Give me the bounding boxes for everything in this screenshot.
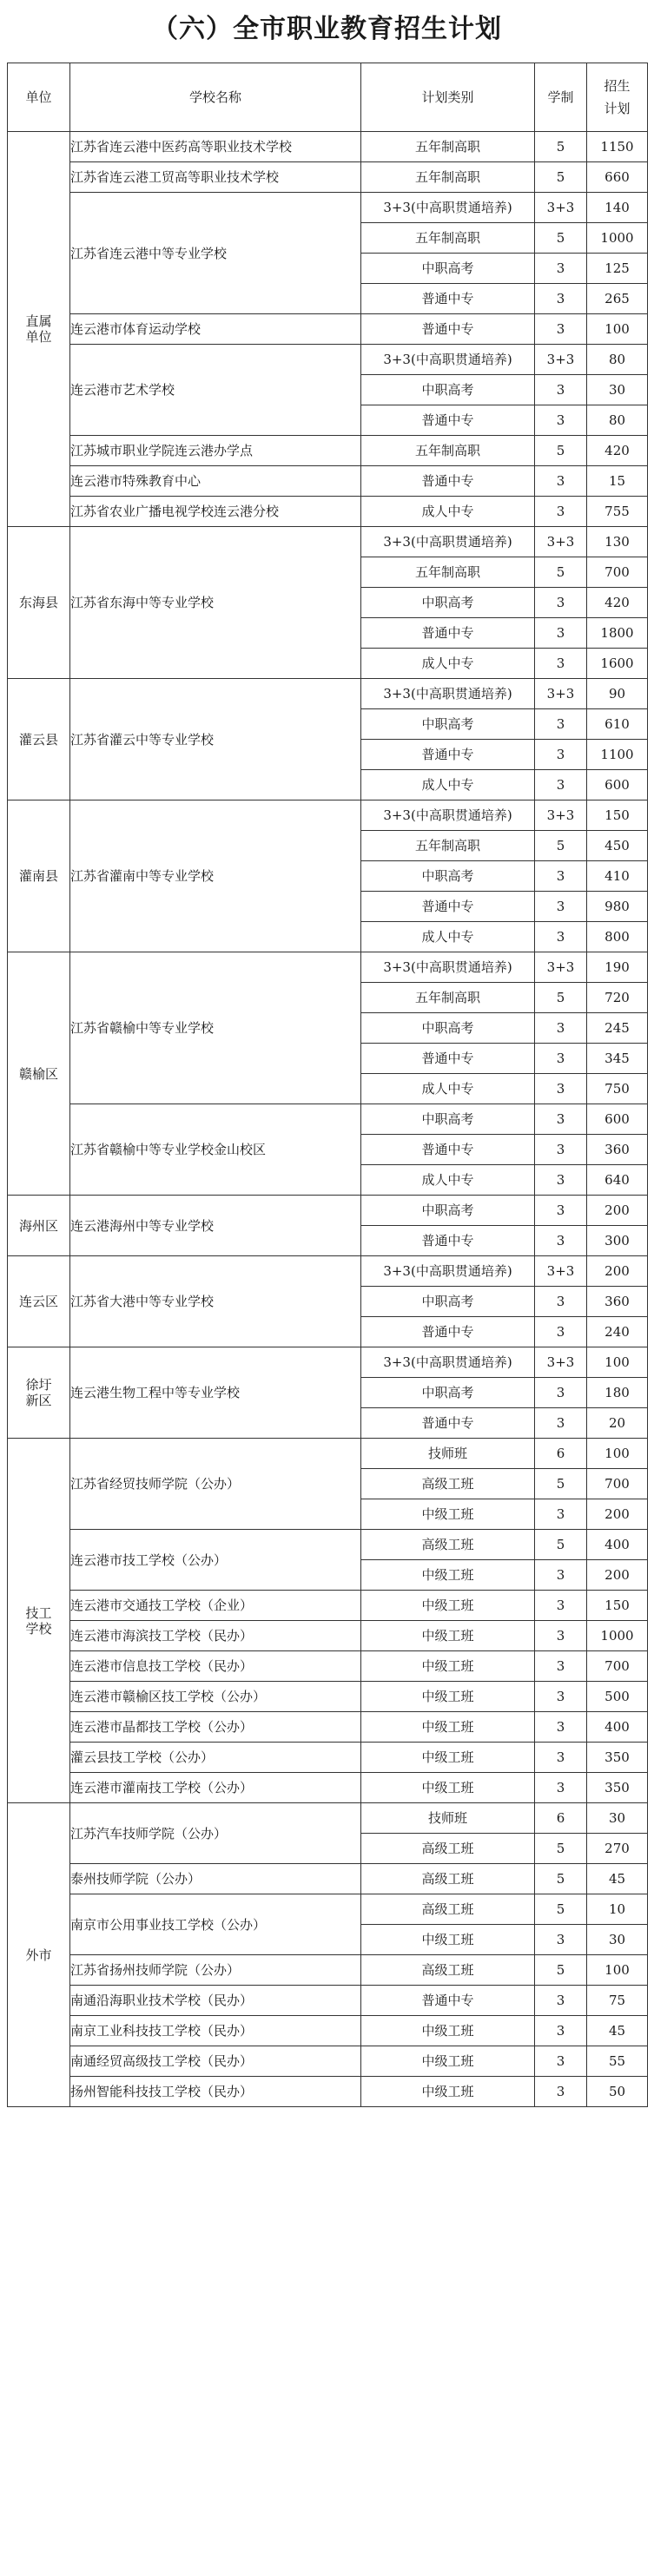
school-name: 连云港市赣榆区技工学校（公办）: [70, 1682, 361, 1712]
plan-count: 55: [587, 2046, 648, 2077]
school-name: 连云港海州中等专业学校: [70, 1196, 361, 1256]
plan-duration: 5: [535, 162, 587, 193]
plan-count: 400: [587, 1530, 648, 1560]
plan-count: 180: [587, 1378, 648, 1408]
plan-count: 100: [587, 314, 648, 345]
plan-count: 700: [587, 1469, 648, 1499]
table-row: [8, 162, 648, 193]
plan-category: 中级工班: [361, 2016, 535, 2046]
plan-category: 3+3(中高职贯通培养): [361, 527, 535, 557]
plan-count: 200: [587, 1560, 648, 1591]
plan-count: 720: [587, 983, 648, 1013]
school-name: 连云港市灌南技工学校（公办）: [70, 1773, 361, 1803]
enrollment-table: [7, 63, 648, 2107]
plan-count: 30: [587, 375, 648, 405]
table-row: [8, 1986, 648, 2016]
table-row: [8, 952, 648, 983]
table-row: [8, 1196, 648, 1226]
table-row: [8, 1864, 648, 1894]
plan-duration: 3: [535, 740, 587, 770]
plan-count: 1800: [587, 618, 648, 649]
plan-category: 普通中专: [361, 740, 535, 770]
table-row: [8, 679, 648, 709]
plan-category: 高级工班: [361, 1864, 535, 1894]
plan-category: 中职高考: [361, 1287, 535, 1317]
unit-cell: [8, 132, 70, 527]
table-row: [8, 436, 648, 466]
plan-category: 中职高考: [361, 1104, 535, 1135]
plan-duration: 3: [535, 861, 587, 892]
plan-category: 普通中专: [361, 1044, 535, 1074]
header-unit: 单位: [8, 63, 70, 132]
plan-category: 成人中专: [361, 649, 535, 679]
plan-duration: 3: [535, 1560, 587, 1591]
plan-count: 50: [587, 2077, 648, 2107]
plan-count: 660: [587, 162, 648, 193]
school-name: 连云港市晶都技工学校（公办）: [70, 1712, 361, 1743]
header-count-line2: 计划: [604, 101, 631, 116]
plan-count: 90: [587, 679, 648, 709]
school-name: 江苏省农业广播电视学校连云港分校: [70, 497, 361, 527]
plan-category: 高级工班: [361, 1530, 535, 1560]
unit-name: 灌南县: [18, 868, 58, 884]
plan-count: 130: [587, 527, 648, 557]
school-name: 连云港市技工学校（公办）: [70, 1530, 361, 1591]
plan-duration: 6: [535, 1803, 587, 1834]
plan-count: 755: [587, 497, 648, 527]
plan-count: 700: [587, 1651, 648, 1682]
plan-duration: 5: [535, 1894, 587, 1925]
plan-duration: 5: [535, 1469, 587, 1499]
plan-count: 450: [587, 831, 648, 861]
plan-category: 普通中专: [361, 892, 535, 922]
plan-count: 100: [587, 1955, 648, 1986]
plan-duration: 3: [535, 892, 587, 922]
table-row: [8, 497, 648, 527]
plan-category: 成人中专: [361, 1074, 535, 1104]
plan-category: 中职高考: [361, 254, 535, 284]
plan-duration: 5: [535, 436, 587, 466]
page-title: （六）全市职业教育招生计划: [152, 14, 502, 44]
plan-count: 1150: [587, 132, 648, 162]
plan-count: 200: [587, 1499, 648, 1530]
plan-category: 五年制高职: [361, 162, 535, 193]
unit-name: 连云区: [18, 1294, 58, 1309]
plan-duration: 3: [535, 1651, 587, 1682]
unit-name: 直属: [25, 313, 52, 329]
school-name: 南通经贸高级技工学校（民办）: [70, 2046, 361, 2077]
plan-category: 五年制高职: [361, 132, 535, 162]
table-row: [8, 1104, 648, 1135]
plan-count: 640: [587, 1165, 648, 1196]
school-name: 南通沿海职业技术学校（民办）: [70, 1986, 361, 2016]
unit-cell: [8, 1256, 70, 1347]
plan-duration: 3: [535, 1165, 587, 1196]
school-name: 连云港生物工程中等专业学校: [70, 1347, 361, 1439]
plan-category: 普通中专: [361, 1226, 535, 1256]
unit-name: 新区: [25, 1393, 52, 1408]
plan-duration: 3: [535, 1196, 587, 1226]
school-name: 连云港市海滨技工学校（民办）: [70, 1621, 361, 1651]
school-name: 江苏省大港中等专业学校: [70, 1256, 361, 1347]
plan-count: 270: [587, 1834, 648, 1864]
plan-count: 30: [587, 1803, 648, 1834]
plan-duration: 5: [535, 831, 587, 861]
plan-count: 100: [587, 1439, 648, 1469]
plan-duration: 3: [535, 1408, 587, 1439]
plan-count: 300: [587, 1226, 648, 1256]
table-row: [8, 1651, 648, 1682]
table-row: [8, 132, 648, 162]
unit-cell: [8, 1347, 70, 1439]
plan-count: 20: [587, 1408, 648, 1439]
plan-duration: 3: [535, 405, 587, 436]
plan-category: 中职高考: [361, 588, 535, 618]
plan-duration: 3: [535, 1044, 587, 1074]
plan-duration: 3: [535, 588, 587, 618]
plan-category: 普通中专: [361, 1317, 535, 1347]
table-row: [8, 1894, 648, 1925]
plan-duration: 3+3: [535, 345, 587, 375]
school-name: 江苏省连云港中等专业学校: [70, 193, 361, 314]
plan-count: 10: [587, 1894, 648, 1925]
plan-count: 140: [587, 193, 648, 223]
unit-name: 外市: [25, 1947, 52, 1963]
plan-duration: 3: [535, 1591, 587, 1621]
plan-category: 成人中专: [361, 497, 535, 527]
plan-category: 中职高考: [361, 709, 535, 740]
plan-duration: 3: [535, 618, 587, 649]
header-duration: 学制: [535, 63, 587, 132]
table-row: [8, 2016, 648, 2046]
plan-category: 3+3(中高职贯通培养): [361, 1256, 535, 1287]
plan-count: 350: [587, 1773, 648, 1803]
plan-category: 中级工班: [361, 1621, 535, 1651]
table-row: [8, 1439, 648, 1469]
plan-category: 技师班: [361, 1439, 535, 1469]
school-name: 南京市公用事业技工学校（公办）: [70, 1894, 361, 1955]
plan-category: 3+3(中高职贯通培养): [361, 345, 535, 375]
plan-count: 240: [587, 1317, 648, 1347]
plan-duration: 5: [535, 1955, 587, 1986]
plan-duration: 3: [535, 497, 587, 527]
plan-duration: 3: [535, 1074, 587, 1104]
plan-duration: 3: [535, 375, 587, 405]
plan-category: 五年制高职: [361, 436, 535, 466]
unit-name: 学校: [25, 1620, 52, 1637]
plan-count: 75: [587, 1986, 648, 2016]
header-school: 学校名称: [70, 63, 361, 132]
plan-category: 中级工班: [361, 1651, 535, 1682]
plan-duration: 5: [535, 1834, 587, 1864]
plan-category: 五年制高职: [361, 831, 535, 861]
table-row: [8, 314, 648, 345]
table-header-row: [8, 63, 648, 132]
plan-count: 125: [587, 254, 648, 284]
school-name: 江苏省赣榆中等专业学校金山校区: [70, 1104, 361, 1196]
school-name: 泰州技师学院（公办）: [70, 1864, 361, 1894]
plan-duration: 3: [535, 1226, 587, 1256]
plan-count: 420: [587, 588, 648, 618]
plan-category: 中级工班: [361, 1743, 535, 1773]
plan-duration: 5: [535, 557, 587, 588]
school-name: 江苏汽车技师学院（公办）: [70, 1803, 361, 1864]
plan-duration: 3: [535, 770, 587, 800]
unit-name: 海州区: [18, 1217, 58, 1234]
plan-duration: 6: [535, 1439, 587, 1469]
plan-count: 245: [587, 1013, 648, 1044]
school-name: 江苏城市职业学院连云港办学点: [70, 436, 361, 466]
plan-duration: 3: [535, 1925, 587, 1955]
table-row: [8, 1803, 648, 1834]
unit-name: 徐圩: [25, 1377, 52, 1393]
unit-name: 单位: [25, 329, 52, 345]
table-row: [8, 800, 648, 831]
plan-duration: 3: [535, 1104, 587, 1135]
plan-duration: 3+3: [535, 1347, 587, 1378]
plan-category: 中职高考: [361, 375, 535, 405]
plan-count: 350: [587, 1743, 648, 1773]
plan-count: 1000: [587, 223, 648, 254]
school-name: 江苏省扬州技师学院（公办）: [70, 1955, 361, 1986]
table-row: [8, 345, 648, 375]
table-row: [8, 1682, 648, 1712]
plan-count: 345: [587, 1044, 648, 1074]
plan-category: 高级工班: [361, 1894, 535, 1925]
plan-category: 普通中专: [361, 618, 535, 649]
plan-duration: 5: [535, 983, 587, 1013]
plan-duration: 3: [535, 649, 587, 679]
table-row: [8, 1256, 648, 1287]
plan-count: 200: [587, 1256, 648, 1287]
table-row: [8, 527, 648, 557]
plan-duration: 3+3: [535, 193, 587, 223]
header-count-line1: 招生: [604, 78, 631, 94]
plan-category: 高级工班: [361, 1469, 535, 1499]
plan-count: 80: [587, 405, 648, 436]
unit-name: 赣榆区: [18, 1065, 58, 1082]
plan-count: 1600: [587, 649, 648, 679]
school-name: 江苏省连云港中医药高等职业技术学校: [70, 132, 361, 162]
plan-count: 45: [587, 1864, 648, 1894]
plan-count: 15: [587, 466, 648, 497]
school-name: 江苏省连云港工贸高等职业技术学校: [70, 162, 361, 193]
plan-category: 成人中专: [361, 1165, 535, 1196]
plan-category: 中级工班: [361, 2077, 535, 2107]
table-row: [8, 1530, 648, 1560]
table-row: [8, 193, 648, 223]
plan-count: 750: [587, 1074, 648, 1104]
plan-category: 中职高考: [361, 1196, 535, 1226]
plan-category: 普通中专: [361, 466, 535, 497]
plan-category: 技师班: [361, 1803, 535, 1834]
plan-category: 成人中专: [361, 770, 535, 800]
plan-category: 3+3(中高职贯通培养): [361, 679, 535, 709]
school-name: 江苏省灌南中等专业学校: [70, 800, 361, 952]
plan-count: 1000: [587, 1621, 648, 1651]
plan-category: 中级工班: [361, 2046, 535, 2077]
plan-category: 普通中专: [361, 1408, 535, 1439]
plan-count: 800: [587, 922, 648, 952]
school-name: 江苏省东海中等专业学校: [70, 527, 361, 679]
unit-cell: [8, 1439, 70, 1803]
plan-count: 45: [587, 2016, 648, 2046]
plan-count: 190: [587, 952, 648, 983]
plan-duration: 5: [535, 1530, 587, 1560]
plan-category: 高级工班: [361, 1955, 535, 1986]
plan-count: 410: [587, 861, 648, 892]
plan-duration: 3: [535, 284, 587, 314]
plan-category: 高级工班: [361, 1834, 535, 1864]
plan-category: 3+3(中高职贯通培养): [361, 1347, 535, 1378]
unit-cell: [8, 679, 70, 800]
plan-duration: 3+3: [535, 679, 587, 709]
plan-category: 中职高考: [361, 1378, 535, 1408]
plan-count: 700: [587, 557, 648, 588]
unit-cell: [8, 1196, 70, 1256]
plan-category: 普通中专: [361, 284, 535, 314]
plan-category: 普通中专: [361, 314, 535, 345]
plan-count: 360: [587, 1135, 648, 1165]
plan-category: 3+3(中高职贯通培养): [361, 800, 535, 831]
plan-count: 600: [587, 770, 648, 800]
plan-category: 普通中专: [361, 1135, 535, 1165]
plan-category: 五年制高职: [361, 983, 535, 1013]
plan-duration: 3: [535, 2016, 587, 2046]
plan-duration: 3+3: [535, 527, 587, 557]
plan-count: 200: [587, 1196, 648, 1226]
unit-name: 技工: [25, 1604, 52, 1621]
table-row: [8, 2077, 648, 2107]
plan-category: 中职高考: [361, 1013, 535, 1044]
plan-duration: 3: [535, 1712, 587, 1743]
plan-category: 五年制高职: [361, 223, 535, 254]
unit-cell: [8, 527, 70, 679]
plan-count: 360: [587, 1287, 648, 1317]
plan-duration: 3: [535, 1621, 587, 1651]
plan-duration: 3+3: [535, 952, 587, 983]
plan-category: 3+3(中高职贯通培养): [361, 952, 535, 983]
school-name: 连云港市信息技工学校（民办）: [70, 1651, 361, 1682]
unit-cell: [8, 800, 70, 952]
plan-duration: 3: [535, 466, 587, 497]
table-row: [8, 2046, 648, 2077]
plan-category: 中级工班: [361, 1682, 535, 1712]
school-name: 连云港市艺术学校: [70, 345, 361, 436]
plan-category: 中级工班: [361, 1591, 535, 1621]
unit-cell: [8, 952, 70, 1196]
plan-duration: 3: [535, 1287, 587, 1317]
plan-duration: 3: [535, 1378, 587, 1408]
plan-duration: 3: [535, 709, 587, 740]
plan-duration: 3: [535, 1773, 587, 1803]
school-name: 江苏省赣榆中等专业学校: [70, 952, 361, 1104]
plan-category: 中级工班: [361, 1560, 535, 1591]
plan-category: 普通中专: [361, 1986, 535, 2016]
plan-category: 中级工班: [361, 1499, 535, 1530]
school-name: 连云港市特殊教育中心: [70, 466, 361, 497]
school-name: 连云港市体育运动学校: [70, 314, 361, 345]
plan-duration: 3: [535, 1499, 587, 1530]
table-row: [8, 1955, 648, 1986]
school-name: 扬州智能科技技工学校（民办）: [70, 2077, 361, 2107]
plan-duration: 3: [535, 1986, 587, 2016]
unit-name: 东海县: [18, 595, 58, 610]
plan-category: 中职高考: [361, 861, 535, 892]
plan-count: 265: [587, 284, 648, 314]
plan-count: 80: [587, 345, 648, 375]
plan-duration: 3+3: [535, 1256, 587, 1287]
plan-duration: 3: [535, 254, 587, 284]
plan-duration: 3+3: [535, 800, 587, 831]
plan-duration: 5: [535, 132, 587, 162]
plan-duration: 3: [535, 2046, 587, 2077]
plan-duration: 3: [535, 922, 587, 952]
plan-count: 30: [587, 1925, 648, 1955]
table-row: [8, 1621, 648, 1651]
school-name: 江苏省经贸技师学院（公办）: [70, 1439, 361, 1530]
plan-duration: 3: [535, 1317, 587, 1347]
plan-category: 普通中专: [361, 405, 535, 436]
plan-category: 3+3(中高职贯通培养): [361, 193, 535, 223]
plan-duration: 5: [535, 223, 587, 254]
unit-name: 灌云县: [18, 731, 58, 748]
plan-duration: 3: [535, 1682, 587, 1712]
plan-count: 150: [587, 1591, 648, 1621]
plan-count: 400: [587, 1712, 648, 1743]
school-name: 南京工业科技技工学校（民办）: [70, 2016, 361, 2046]
table-row: [8, 1712, 648, 1743]
unit-cell: [8, 1803, 70, 2107]
plan-duration: 3: [535, 1013, 587, 1044]
plan-count: 980: [587, 892, 648, 922]
plan-duration: 3: [535, 314, 587, 345]
plan-count: 420: [587, 436, 648, 466]
plan-category: 中级工班: [361, 1712, 535, 1743]
plan-count: 600: [587, 1104, 648, 1135]
school-name: 连云港市交通技工学校（企业）: [70, 1591, 361, 1621]
plan-count: 610: [587, 709, 648, 740]
school-name: 灌云县技工学校（公办）: [70, 1743, 361, 1773]
table-row: [8, 1743, 648, 1773]
plan-count: 100: [587, 1347, 648, 1378]
plan-count: 500: [587, 1682, 648, 1712]
table-row: [8, 1591, 648, 1621]
plan-duration: 5: [535, 1864, 587, 1894]
school-name: 江苏省灌云中等专业学校: [70, 679, 361, 800]
header-category: 计划类别: [361, 63, 535, 132]
header-count: [587, 63, 648, 132]
plan-category: 成人中专: [361, 922, 535, 952]
table-row: [8, 1773, 648, 1803]
plan-count: 150: [587, 800, 648, 831]
plan-category: 中级工班: [361, 1773, 535, 1803]
plan-category: 中级工班: [361, 1925, 535, 1955]
plan-category: 五年制高职: [361, 557, 535, 588]
plan-count: 1100: [587, 740, 648, 770]
plan-duration: 3: [535, 2077, 587, 2107]
table-row: [8, 1347, 648, 1378]
plan-duration: 3: [535, 1743, 587, 1773]
plan-duration: 3: [535, 1135, 587, 1165]
table-row: [8, 466, 648, 497]
